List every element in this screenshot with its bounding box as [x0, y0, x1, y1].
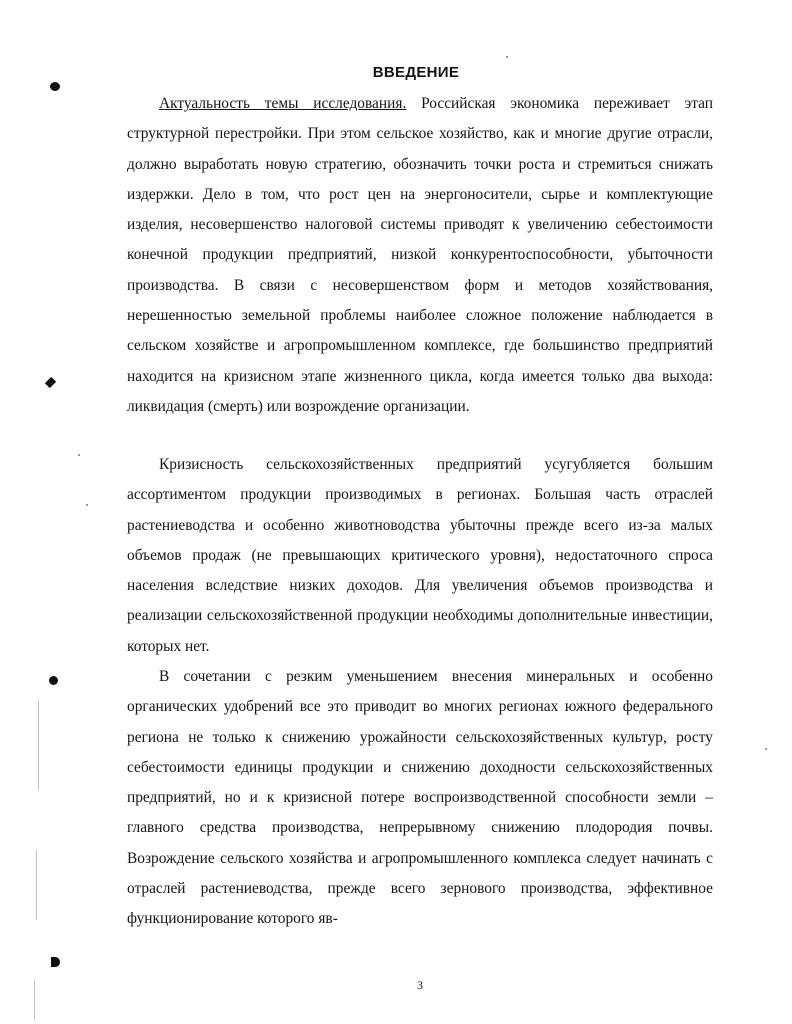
paragraph-text: Российская экономика переживает этап структурной перестройки. При этом сельское хозяйство, как и многие другие отрасли, должно выработать новую стратегию, обозначить точки роста и стремиться снижать издержки. Дело в том, что рост цен на энергоносители, сырье и комплектующие изделия, несовершенство налоговой системы приводят к увеличению себестоимости конечной продукции предприятий, низкой конкурентоспособности, убыточности производства. В связи с несовершенством форм и методов хозяйствования, нерешенностью земельной проблемы наиболее сложное положение наблюдается в сельском хозяйстве и агропромышленном комплексе, где большинство предприятий находится на кризисном этапе жизненного цикла, когда имеется только два выхода: ликвидация (смерть) или возрождение организации. [127, 95, 713, 415]
binder-hole-mark [45, 377, 56, 388]
paragraph [127, 450, 713, 662]
binder-hole-mark [49, 676, 58, 685]
section-heading: ВВЕДЕНИЕ [372, 64, 460, 81]
binder-hole-mark [51, 957, 60, 967]
scan-edge-shadow [34, 980, 35, 1020]
paragraph [127, 662, 713, 935]
paragraph [127, 89, 713, 422]
scan-edge-shadow [38, 700, 39, 790]
page-number: 3 [417, 978, 423, 992]
scan-speck [506, 56, 508, 58]
scan-speck [78, 454, 80, 456]
scan-speck [86, 504, 88, 506]
paragraph-text: В сочетании с резким уменьшением внесения минеральных и особенно органических удобрений все это приводит во многих регионах южного федерального региона не только к снижению урожайности сельскохозяйственных культур, росту себестоимости единицы продукции и снижению доходности сельскохозяйственных предприятий, но и к кризисной потере воспроизводственной способности земли – главного средства производства, непрерывному снижению плодородия почвы. Возрождение сельского хозяйства и агропромышленного комплекса следует начинать с отраслей растениеводства, прежде всего зернового производства, эффективное функционирование которого яв- [127, 668, 713, 928]
binder-hole-mark [50, 82, 60, 91]
scan-speck [765, 748, 767, 750]
paragraph-text: Кризисность сельскохозяйственных предприятий усугубляется большим ассортиментом продукции производимых в регионах. Большая часть отраслей растениеводства и особенно животноводства убыточны прежде всего из-за малых объемов продаж (не превышающих критического уровня), недостаточного спроса населения вследствие низких доходов. Для увеличения объемов производства и реализации сельскохозяйственной продукции необходимы дополнительные инвестиции, которых нет. [127, 456, 713, 655]
underlined-lead-phrase: Актуальность темы исследования. [159, 95, 407, 112]
scan-edge-shadow [36, 850, 37, 920]
